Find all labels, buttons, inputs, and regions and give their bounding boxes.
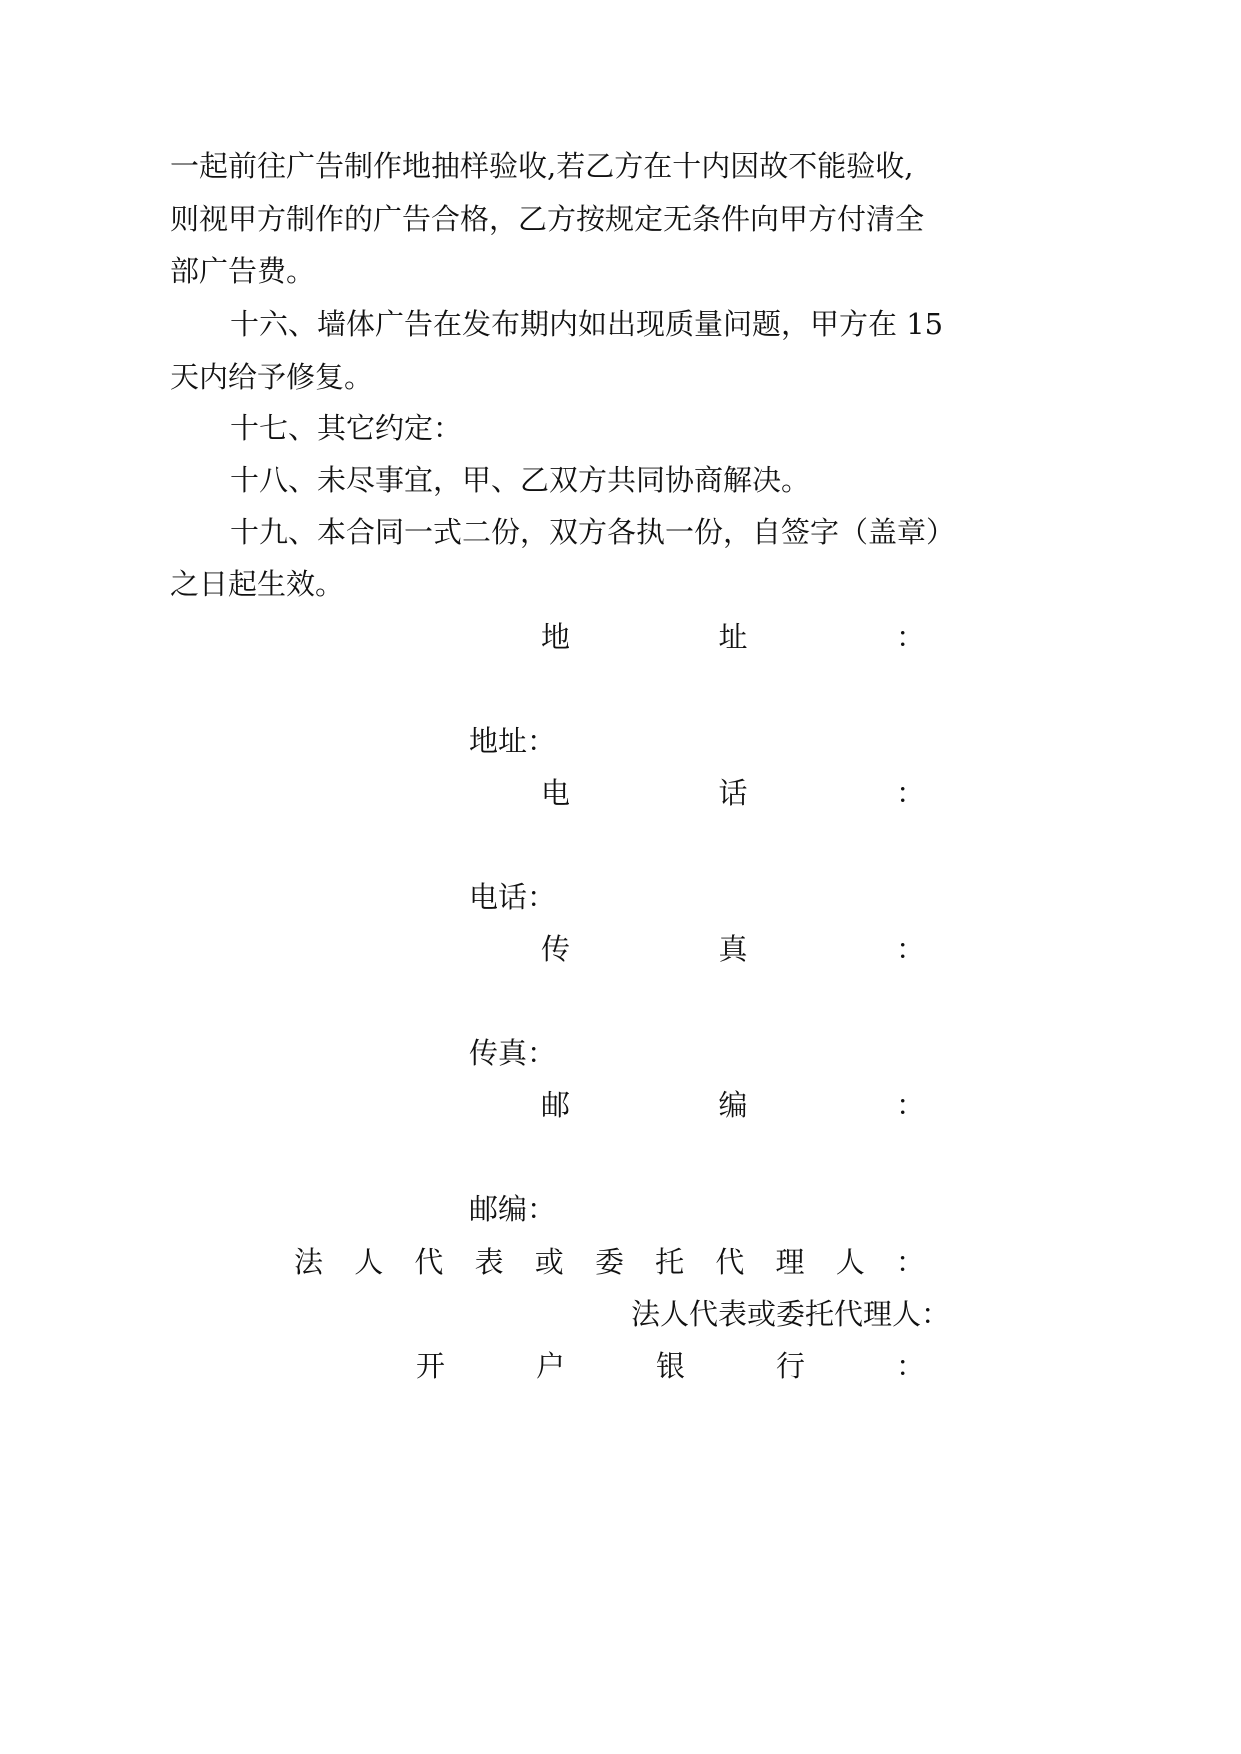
phone-colon: ： [895,776,925,810]
clause-18: 十八、未尽事宜，甲、乙双方共同协商解决。 [230,463,811,497]
address-char-2: 址 [718,620,748,654]
legal-rep-char-9: 理 [775,1245,805,1279]
clause-15-line-3: 部广告费。 [170,254,316,288]
phone-char-2: 话 [718,776,748,810]
legal-rep-char-3: 代 [414,1245,444,1279]
legal-rep-char-7: 托 [655,1245,685,1279]
fax-colon: ： [895,932,925,966]
postcode-char-1: 邮 [541,1088,571,1122]
legal-rep-char-6: 委 [594,1245,624,1279]
phone-spread-label [541,776,925,810]
address-label: 地址： [469,724,557,758]
address-char-1: 地 [541,620,571,654]
legal-rep-char-5: 或 [534,1245,564,1279]
clause-15-line-2: 则视甲方制作的广告合格，乙方按规定无条件向甲方付清全 [170,202,925,236]
fax-spread-label [541,932,925,966]
address-spread-label [541,620,925,654]
bank-char-4: 行 [775,1349,805,1383]
legal-rep-label: 法人代表或委托代理人： [631,1297,951,1331]
legal-rep-spread-label [294,1245,925,1279]
legal-rep-char-1: 法 [294,1245,324,1279]
legal-rep-char-10: 人 [835,1245,865,1279]
postcode-colon: ： [895,1088,925,1122]
bank-char-3: 银 [655,1349,685,1383]
phone-char-1: 电 [541,776,571,810]
clause-16-line-2: 天内给予修复。 [170,360,374,394]
legal-rep-char-8: 代 [715,1245,745,1279]
legal-rep-colon: ： [895,1245,925,1279]
fax-char-2: 真 [718,932,748,966]
fax-label: 传真： [469,1036,557,1070]
bank-colon: ： [895,1349,925,1383]
phone-label: 电话： [469,880,557,914]
legal-rep-char-4: 表 [474,1245,504,1279]
clause-19-line-2: 之日起生效。 [170,567,345,601]
fax-char-1: 传 [541,932,571,966]
postcode-char-2: 编 [718,1088,748,1122]
bank-char-1: 开 [416,1349,446,1383]
clause-19-line-1: 十九、本合同一式二份，双方各执一份，自签字（盖章） [230,515,956,549]
postcode-label: 邮编： [469,1192,557,1226]
clause-17: 十七、其它约定： [230,411,463,445]
bank-char-2: 户 [535,1349,565,1383]
postcode-spread-label [541,1088,925,1122]
clause-16-line-1: 十六、墙体广告在发布期内如出现质量问题，甲方在 15 [230,307,944,341]
clause-15-line-1: 一起前往广告制作地抽样验收,若乙方在十内因故不能验收, [170,149,914,183]
bank-spread-label [416,1349,925,1383]
address-colon: ： [895,620,925,654]
legal-rep-char-2: 人 [354,1245,384,1279]
